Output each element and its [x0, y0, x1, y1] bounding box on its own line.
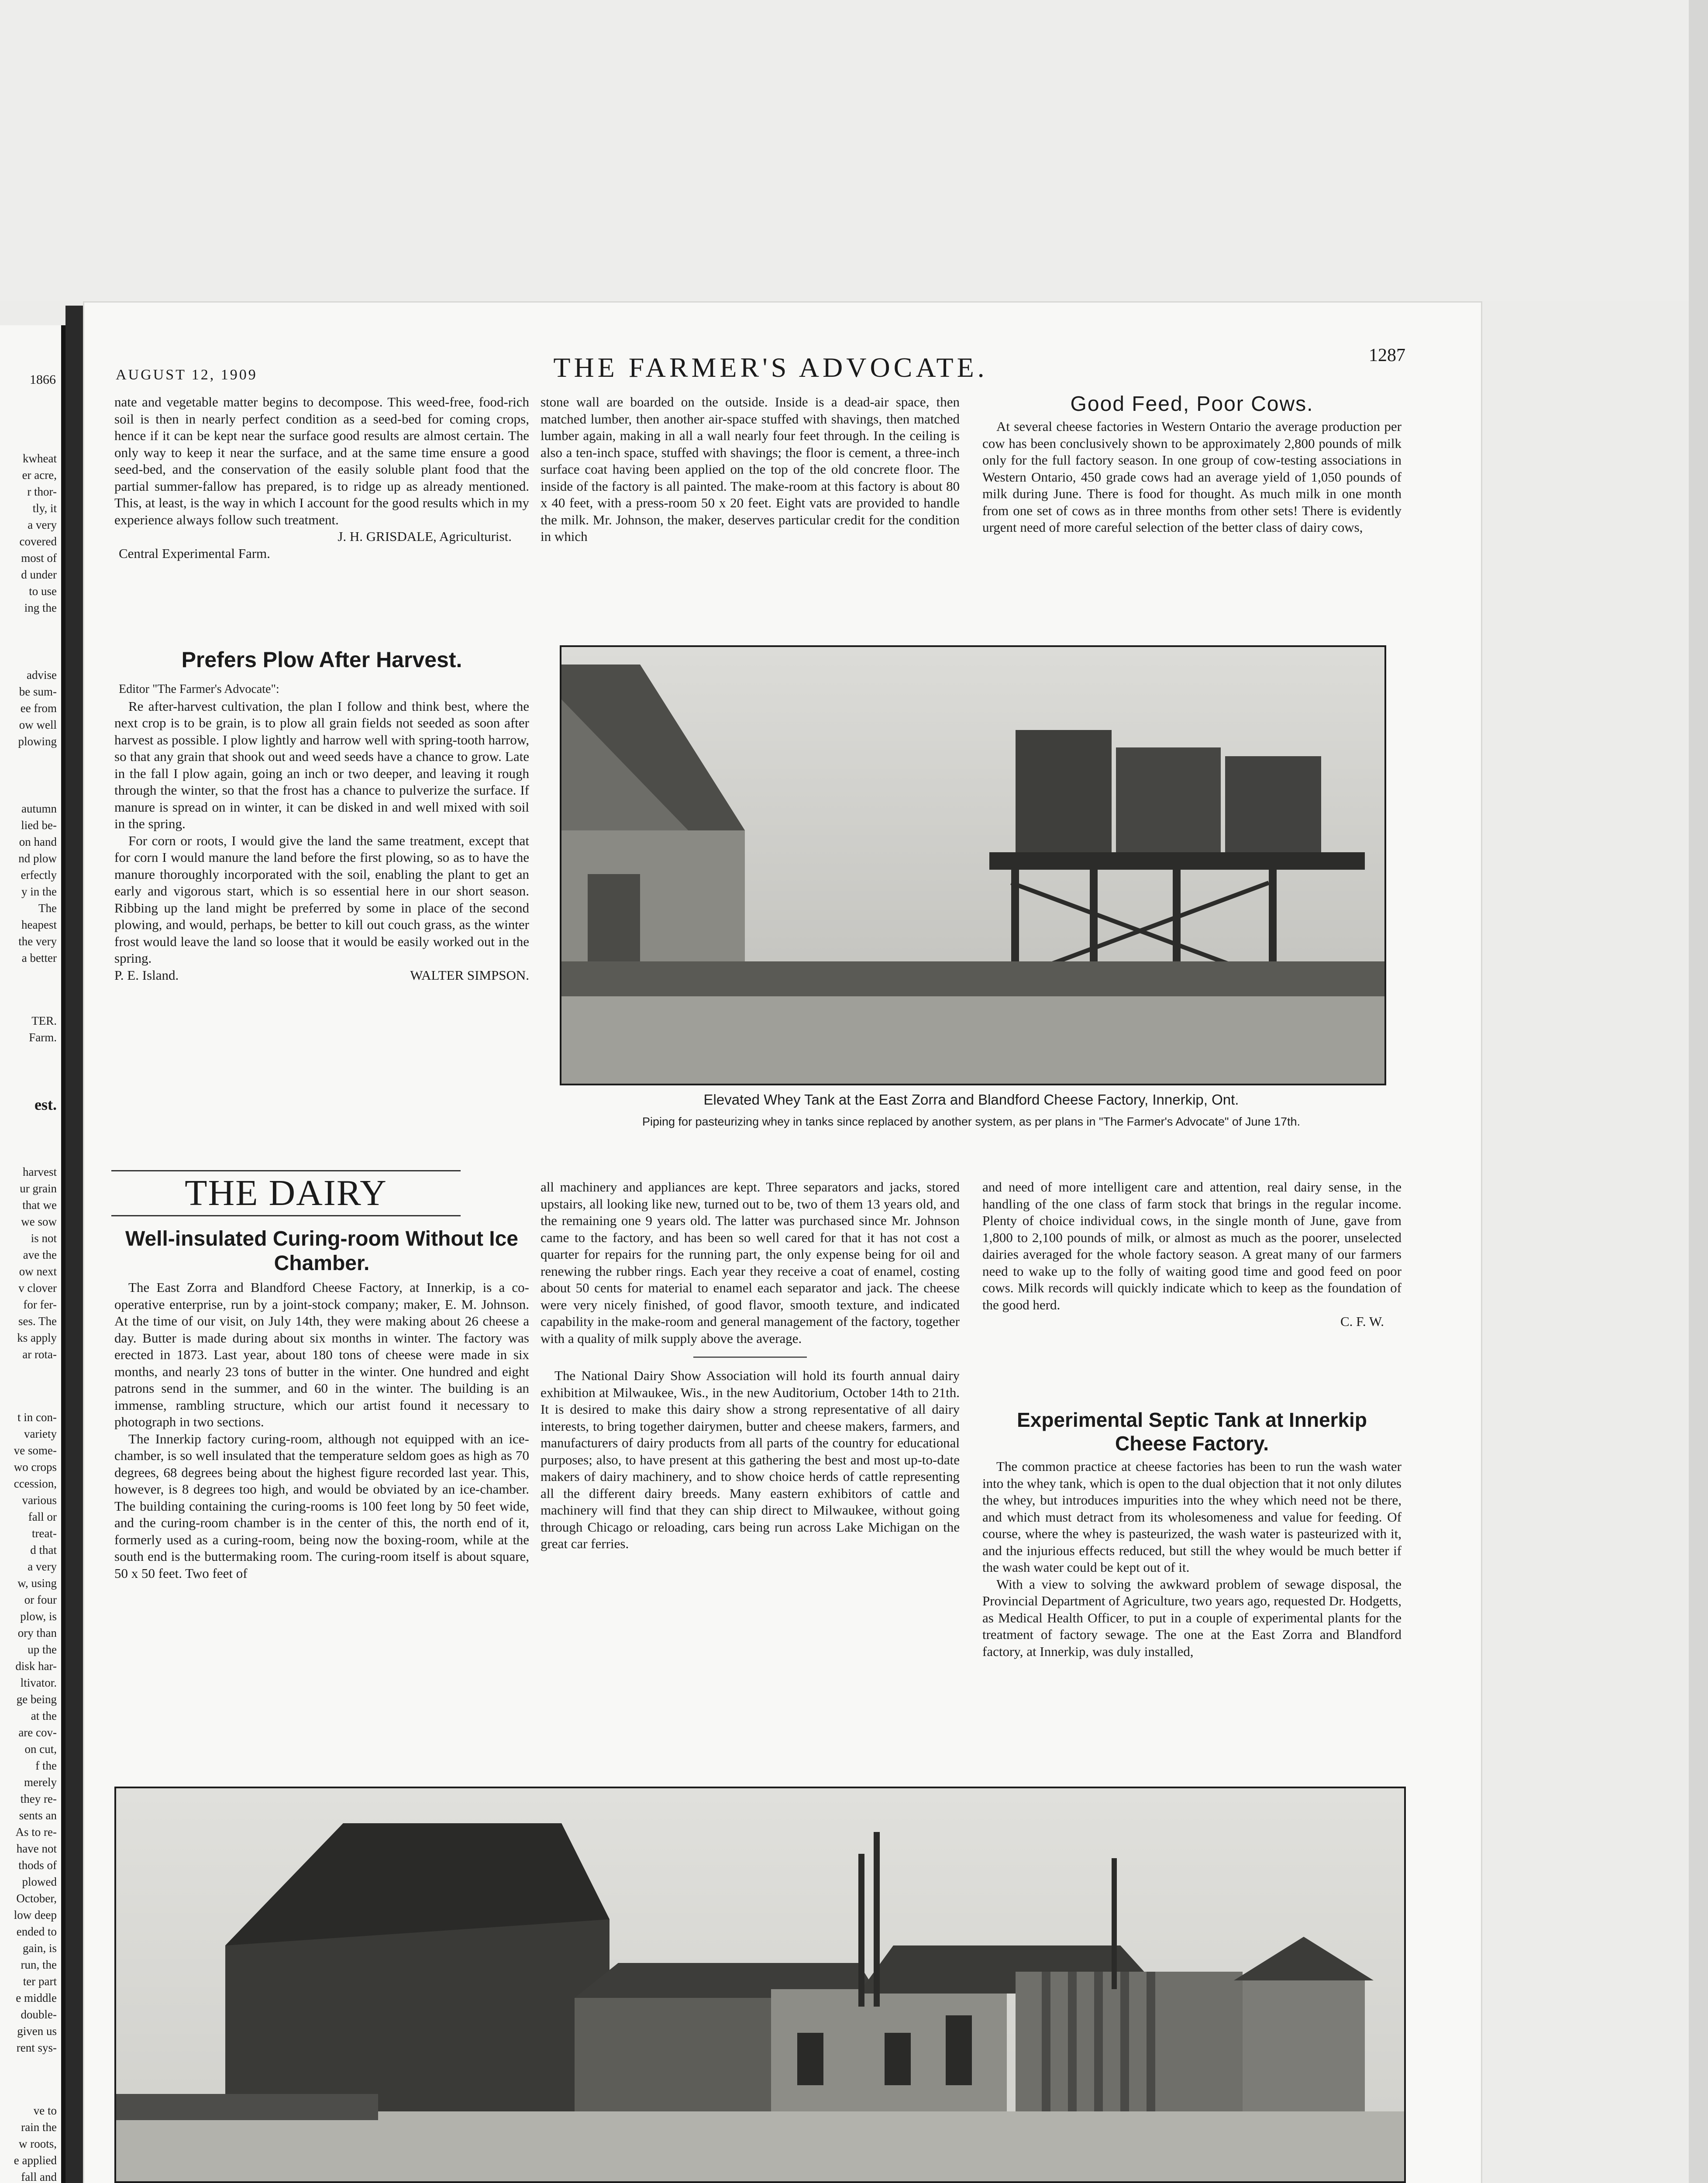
prev-page-line: be sum-	[19, 685, 57, 698]
prev-page-line: disk har-	[15, 1660, 57, 1673]
prev-page-line: ve to	[33, 2104, 57, 2117]
curing-continued-paragraph: stone wall are boarded on the outside. Inside is a dead-air space, then matched lumber, then another air-space stuffed with shavings, then matched lumber again, making in all a wall nearly four feet through. In the ceiling is also a ten-inch space, stuffed with shavings; the floor is cement, a three-inch surface coat having been applied on the top of the old concrete floor. The inside of the factory is all painted. The make-room at this factory is about 80 x 40 feet, with a press-room 50 x 20 feet. Eight vats are provided to handle the milk. Mr. Johnson, the maker, deserves particular credit for the condition in which	[541, 394, 960, 544]
prev-page-line: thods of	[18, 1859, 57, 1872]
prev-page-line: plow, is	[20, 1610, 57, 1623]
prev-page-line: for fer-	[23, 1298, 57, 1311]
prev-page-line: y in the	[21, 885, 57, 898]
prev-page-line: r thor-	[27, 485, 57, 498]
prev-page-line: low deep	[14, 1908, 57, 1921]
prev-lines-a	[0, 450, 57, 616]
prev-lines-c	[0, 800, 57, 966]
curing-paragraph-2: The Innerkip factory curing-room, although not equipped with an ice-chamber, is so well insulated that the temperature seldom goes as high as 70 degrees, 68 degrees being about the highest figure recorded last year. This, however, is 8 degrees too high, and would be obviated by an ice-chamber. The building containing the curing-rooms is 100 feet long by 50 feet wide, and the curing-room chamber is in the center of this, the north end of it, formerly used as a curing-room, being now the boxing-room, while at the south end is the buttermaking room. The curing-room itself is about square, 50 x 50 feet. Two feet of	[114, 1431, 529, 1581]
prev-page-line: w, using	[17, 1577, 57, 1590]
prev-page-line: d that	[30, 1543, 57, 1556]
prev-page-line: heapest	[21, 918, 57, 931]
prev-page-line: harvest	[23, 1165, 57, 1178]
prev-page-line: advise	[27, 668, 57, 682]
prev-page-line: ing the	[24, 601, 57, 614]
editor-salutation: Editor "The Farmer's Advocate":	[119, 682, 279, 696]
column-1-top	[114, 394, 529, 562]
prev-page-line: variety	[24, 1427, 57, 1440]
prev-page-line: are cov-	[18, 1726, 57, 1739]
prev-page-line: rain the	[21, 2121, 57, 2134]
prev-page-line: t in con-	[17, 1411, 57, 1424]
prev-page-line: f the	[35, 1759, 57, 1772]
dairy-show-paragraph: The National Dairy Show Association will hold its fourth annual dairy exhibition at Milwaukee, Wis., in the new Auditorium, October 14th to 21th. It is desired to make this dairy show a strong representative of all dairy interests, to bring together dairymen, butter and cheese makers, farmers, and manufacturers of dairy products from all parts of the country for educational purposes; also, to have present at this gathering the best and most up-to-date makers of dairy machinery, and to show choice herds of cattle representing all the different dairy breeds. Many eastern exhibitors of cattle and machinery will find that they can ship direct to Milwaukee, without going through Chicago or reloading, cars being run across Lake Michigan on the great car ferries.	[541, 1368, 960, 1551]
prev-page-line: most of	[21, 551, 57, 565]
prev-page-line: treat-	[32, 1527, 57, 1540]
article-title-curing-room: Well-insulated Curing-room Without Ice Chamber.	[125, 1227, 518, 1275]
prev-page-line: ve some-	[14, 1444, 57, 1457]
prev-page-line: ory than	[17, 1626, 57, 1639]
prev-lines-b	[0, 667, 57, 750]
prev-lines-f	[0, 2102, 57, 2183]
prev-page-line: they re-	[20, 1792, 57, 1805]
prev-page-line: ow well	[19, 718, 57, 731]
previous-page-strip	[0, 325, 67, 2183]
prev-page-line: on hand	[19, 835, 57, 848]
prev-page-line: is not	[31, 1232, 57, 1245]
prev-page-line: plowing	[18, 735, 57, 748]
curing-paragraph-1: The East Zorra and Blandford Cheese Factory, at Innerkip, is a co-operative enterprise, run by a joint-stock company; maker, E. M. Johnson. At the time of our visit, on July 14th, they were making about 26 cheese a day. Butter is made during about six months in winter. The factory was erected in 1873. Last year, about 180 tons of cheese were made in six months, and nearly 23 tons of butter in the winter. One hundred and eight patrons send in the summer, and 60 in the winter. The building is an immense, rambling structure, which our artist found it necessary to photograph in two sections.	[114, 1280, 529, 1429]
prev-page-line: tly, it	[32, 502, 57, 515]
whey-tank-caption: Elevated Whey Tank at the East Zorra and Blandford Cheese Factory, Innerkip, Ont.	[703, 1092, 1239, 1108]
page-number: 1287	[1369, 345, 1405, 365]
plow-paragraph-2: For corn or roots, I would give the land the same treatment, except that for corn I would manure the land before the first plowing, so as to have the manure thoroughly incorporated with the soil, enabling the plant to get an early and vigorous start, which is so essential here in our short season. Ribbing up the land might be preferred by some in place of the second plowing, and would, perhaps, be better to kill out couch grass, as the winter frost would leave the land so loose that it would be easily worked out in the spring.	[114, 833, 529, 966]
binding-gutter	[65, 306, 83, 2183]
prev-page-line: e middle	[16, 1991, 57, 2004]
plow-signature-place: P. E. Island.	[114, 967, 179, 983]
intro-paragraph: nate and vegetable matter begins to decompose. This weed-free, food-rich soil is then in nearly perfect condition as a seed-bed for coming crops, hence if it can be kept near the surface good results are almost certain. The only way to keep it near the surface, and at the same time ensure a good seed-bed, and the conservation of the easily soluble plant food that the partial summer-fallow has prepared, is to ridge up as already mentioned. This, at least, is the way in which I account for the good results which in my experience always follow such treatment.	[114, 394, 529, 527]
column-1-plow-article	[114, 681, 529, 984]
prev-page-line: given us	[17, 2025, 57, 2038]
column-2-top	[541, 394, 960, 545]
whey-tank-photo	[560, 645, 1386, 1085]
prev-page-line: ow next	[19, 1265, 57, 1278]
prev-lines-e	[0, 1409, 57, 2056]
prev-page-line: run, the	[21, 1958, 57, 1971]
plow-signature-name: WALTER SIMPSON.	[410, 967, 529, 983]
septic-paragraph-1: The common practice at cheese factories has been to run the wash water into the whey tank, which is open to the dual objection that it not only dilutes the whey, but introduces impurities into the whey which need not be there, and which must detract from its wholesomeness and value for feeding. Of course, where the whey is pasteurized, the wash water is pasteurized with it, and the injurious effects reduced, but still the whey would be much better if the wash water could be kept out of it.	[982, 1459, 1402, 1575]
signature-grisdale: J. H. GRISDALE, Agriculturist.	[337, 529, 512, 544]
prev-page-line: v clover	[18, 1281, 57, 1295]
divider-rule	[693, 1357, 807, 1358]
prev-page-line: e applied	[14, 2154, 57, 2167]
prev-page-line: ur grain	[20, 1182, 57, 1195]
article-title-plow: Prefers Plow After Harvest.	[181, 647, 462, 672]
plow-signature-line	[114, 967, 529, 984]
prev-page-line: autumn	[21, 802, 57, 815]
prev-page-line: fall or	[28, 1510, 57, 1523]
prev-page-line: rent sys-	[16, 2041, 57, 2054]
prev-page-line: Farm.	[29, 1031, 57, 1044]
signature-place: Central Experimental Farm.	[119, 545, 270, 561]
prev-page-line: October,	[16, 1892, 57, 1905]
prev-signature	[0, 1012, 57, 1046]
prev-lines-d	[0, 1164, 57, 1363]
prev-page-line: that we	[22, 1198, 57, 1212]
whey-tank-illustration	[561, 647, 1384, 1084]
prev-page-line: kwheat	[23, 452, 57, 465]
masthead-title: THE FARMER'S ADVOCATE.	[553, 352, 988, 383]
prev-page-line: plowed	[22, 1875, 57, 1888]
prev-page-line: ended to	[16, 1925, 57, 1938]
prev-page-line: on cut,	[24, 1742, 57, 1756]
prev-page-line: nd plow	[18, 852, 57, 865]
column-1-dairy-article	[114, 1279, 529, 1582]
prev-page-line: ccession,	[14, 1477, 57, 1490]
article-title-good-feed: Good Feed, Poor Cows.	[1070, 393, 1314, 416]
prev-page-line: ses. The	[18, 1315, 57, 1328]
prev-page-line: w roots,	[19, 2137, 57, 2150]
signature-cfw: C. F. W.	[1340, 1314, 1384, 1329]
plow-paragraph-1: Re after-harvest cultivation, the plan I follow and think best, where the next crop is to be grain, is to plow all grain fields not seeded as soon after harvest as possible. I plow lightly and harrow well with spring-tooth harrow, so that any grain that shook out and weed seeds have a chance to grow. Late in the fall I plow again, going an inch or two deeper, and leaving it rough through the winter, so that the frost has a chance to pulverize the surface. If manure is spread on in winter, it can be disked in and well mixed with soil in the spring.	[114, 698, 529, 831]
prev-page-line: ltivator.	[20, 1676, 57, 1689]
column-3-bottom	[982, 1179, 1402, 1330]
prev-page-line: ter part	[23, 1975, 57, 1988]
factory-illustration	[116, 1788, 1404, 2181]
machinery-paragraph: all machinery and appliances are kept. Three separators and jacks, stored upstairs, all looking like new, turned out to be, two of them 13 years old, and the remaining one 9 years old. The latter was purchased since Mr. Johnson came to the factory, and has been so well cared for that it has not cost a quarter for repairs for the running part, the only expense being for oil and renewing the rubber rings. Each year they receive a coat of enamel, costing about 50 cents for material to enamel each separator and jack. The cheese were very nicely finished, of good flavor, smooth texture, and indicated capability in the make-room and general management of the factory, together with a quality of milk supply above the average.	[541, 1179, 960, 1346]
prev-page-line: TER.	[31, 1014, 57, 1027]
prev-page-line: ar rota-	[22, 1348, 57, 1361]
prev-page-line: d under	[21, 568, 57, 581]
prev-page-line: at the	[31, 1709, 57, 1722]
prev-page-line: As to re-	[15, 1825, 57, 1839]
column-3-top	[982, 418, 1402, 536]
prev-page-line: or four	[24, 1593, 57, 1606]
prev-page-line: double-	[21, 2008, 57, 2021]
prev-page-date: 1866	[30, 372, 56, 387]
film-top-margin	[0, 0, 1708, 301]
prev-page-line: ks apply	[17, 1331, 57, 1344]
prev-page-line: to use	[29, 585, 57, 598]
prev-page-line: have not	[16, 1842, 57, 1855]
prev-page-line: we sow	[21, 1215, 57, 1228]
scan-edge	[1689, 0, 1708, 2183]
prev-page-line: erfectly	[21, 868, 57, 881]
prev-page-line: a better	[21, 951, 57, 964]
prev-page-text	[0, 417, 57, 2183]
prev-page-line: a very	[28, 518, 57, 531]
prev-page-line: gain, is	[23, 1942, 57, 1955]
prev-page-line: covered	[19, 535, 57, 548]
prev-page-line: ge being	[16, 1693, 57, 1706]
prev-page-line: The	[38, 902, 57, 915]
prev-heading: est.	[34, 1096, 57, 1113]
prev-page-line: the very	[18, 935, 57, 948]
column-2-bottom	[541, 1179, 960, 1553]
article-title-septic-tank: Experimental Septic Tank at Innerkip Cheese Factory.	[1017, 1408, 1367, 1455]
factory-photo	[114, 1787, 1406, 2183]
prev-page-line: merely	[24, 1776, 57, 1789]
whey-tank-subcaption: Piping for pasteurizing whey in tanks since replaced by another system, as per plans in "The Farmer's Advocate" of June 17th.	[642, 1115, 1301, 1128]
prev-page-line: up the	[28, 1643, 57, 1656]
prev-page-line: fall and	[21, 2170, 57, 2183]
issue-date: AUGUST 12, 1909	[116, 367, 258, 383]
prev-page-line: sents an	[19, 1809, 57, 1822]
septic-paragraph-2: With a view to solving the awkward problem of sewage disposal, the Provincial Department of Agriculture, two years ago, requested Dr. Hodgetts, as Medical Health Officer, to put in a couple of experimental plants for the treatment of factory sewage. The one at the East Zorra and Blandford factory, at Innerkip, was duly installed,	[982, 1576, 1402, 1659]
prev-page-line: various	[22, 1494, 57, 1507]
prev-page-line: wo crops	[14, 1460, 57, 1474]
column-3-septic-article	[982, 1458, 1402, 1660]
section-title-dairy: THE DAIRY	[111, 1170, 461, 1216]
prev-page-line: a very	[28, 1560, 57, 1573]
farmers-paragraph: and need of more intelligent care and attention, real dairy sense, in the handling of the one class of farm stock that brings in the regular income. Plenty of choice individual cows, in the single month of June, gave from 1,800 to 2,100 pounds of milk, or almost as much as the poorer, unselected dairies averaged for the whole factory season. A great many of our farmers need to wake up to the folly of waiting good time and good feed on poor cows. Milk records will quickly indicate which to keep as the foundation of the good herd.	[982, 1179, 1402, 1312]
good-feed-paragraph: At several cheese factories in Western Ontario the average production per cow has been conclusively shown to be approximately 2,800 pounds of milk only for the full factory season. In one group of cow-testing associations in Western Ontario, 450 grade cows had an average yield of 1,050 pounds of milk during June. There is food for thought. As much milk in one month from one set of cows as in three months from other sets! There is evidently urgent need of more careful selection of the better class of dairy cows,	[982, 419, 1402, 535]
prev-page-line: lied be-	[21, 819, 57, 832]
prev-page-line: ee from	[20, 702, 57, 715]
prev-page-line: ave the	[23, 1248, 57, 1261]
prev-page-line: er acre,	[22, 468, 57, 482]
